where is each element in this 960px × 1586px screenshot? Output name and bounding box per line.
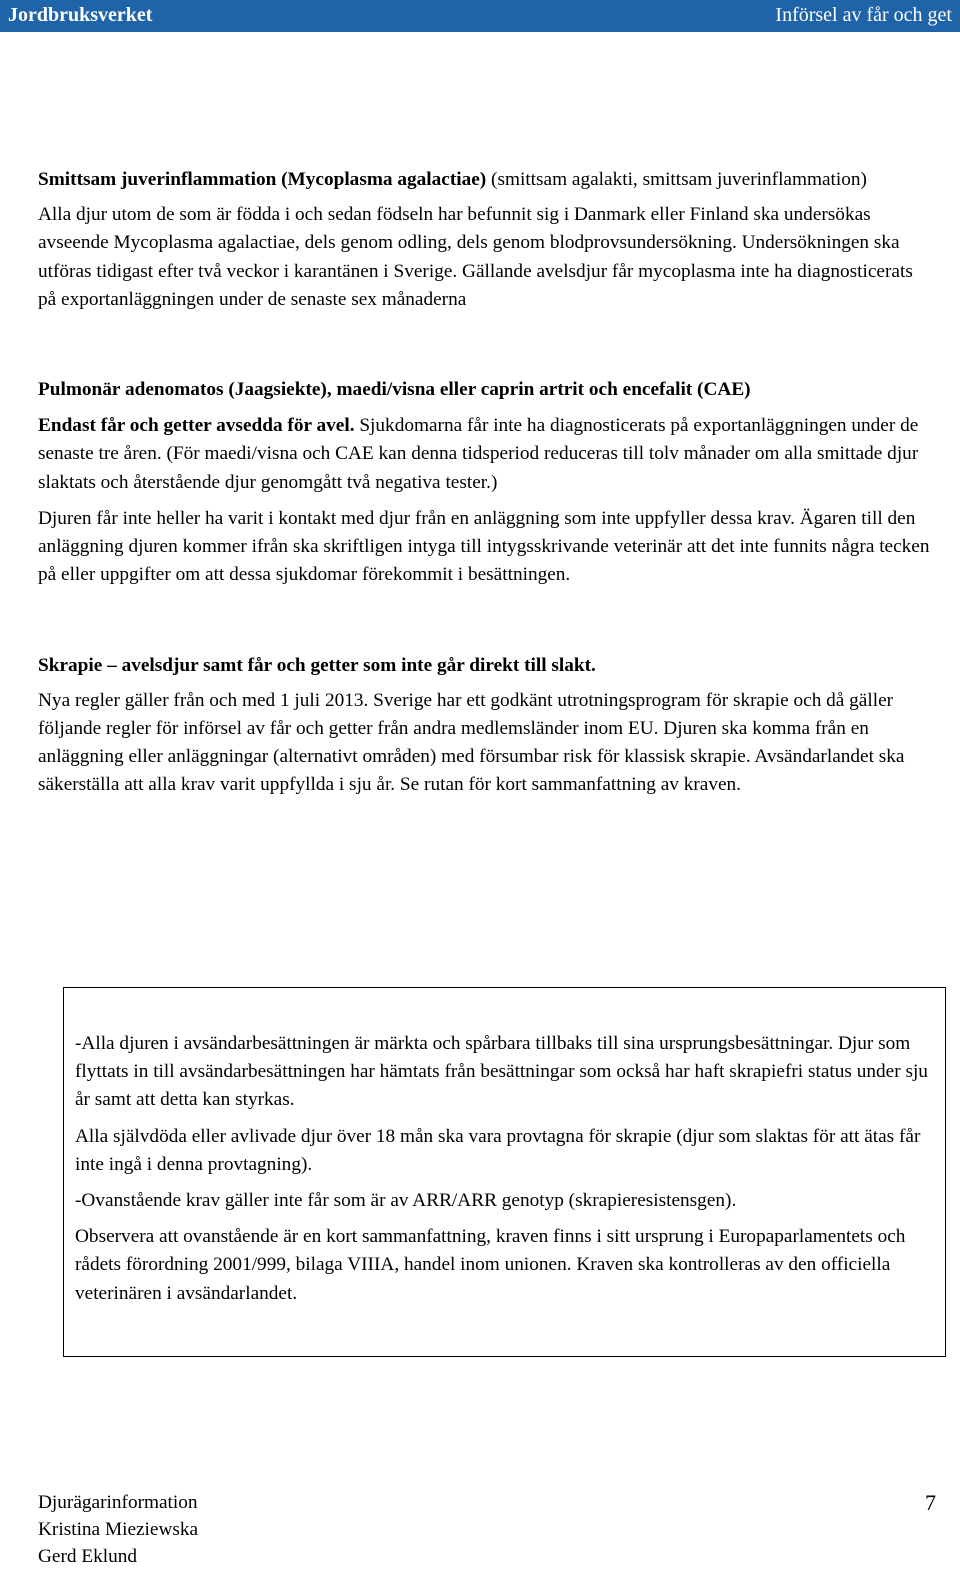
- page-header: [0, 0, 960, 32]
- summary-box-paragraph-2: Alla självdöda eller avlivade djur över 18 mån ska vara provtagna för skrapie (djur som slaktas för att ätas får inte ingå i denna provtagning).: [75, 1125, 921, 1175]
- header-organization: Jordbruksverket: [8, 4, 153, 26]
- skrapie-paragraph: Nya regler gäller från och med 1 juli 2013. Sverige har ett godkänt utrotningsprogram för skrapie och då gäller följande regler för införsel av får och getter från andra medlemsländer inom EU. Djuren ska komma från en anläggning eller anläggningar (alternativt områden) med försumbar risk för klassisk skrapie. Avsändarlandet ska säkerställa att alla krav varit uppfyllda i sju år. Se rutan för kort sammanfattning av kraven.: [38, 689, 905, 796]
- pulmonar-paragraph-1-rest: Sjukdomarna får inte ha diagnosticerats på exportanläggningen under de senaste tre åren. (För maedi/visna och CAE kan denna tidsperiod reduceras till tolv månader om alla smittade djur slaktats och återstående djur genomgått två negativa tester.): [38, 415, 919, 493]
- pulmonar-paragraph-2: Djuren får inte heller ha varit i kontakt med djur från en anläggning som inte uppfyller dessa krav. Ägaren till den anläggning djuren kommer ifrån ska skriftligen intyga till intygsskrivande veterinär att det inte funnits några tecken på eller uppgifter om att dessa sjukdomar förekommit i besättningen.: [38, 507, 930, 586]
- footer-author-2: Gerd Eklund: [38, 1546, 138, 1567]
- mycoplasma-paragraph: Alla djur utom de som är födda i och sedan födseln har befunnit sig i Danmark eller Finland ska undersökas avseende Mycoplasma agalactiae, dels genom odling, dels genom blodprovsundersökning. Undersökningen ska utföras tidigast efter två veckor i karantänen i Sverige. Gällande avelsdjur får mycoplasma inte ha diagnosticerats på exportanläggningen under de senaste sex månaderna: [38, 204, 913, 310]
- summary-box-paragraph-4: Observera att ovanstående är en kort sammanfattning, kraven finns i sitt ursprung i Europaparlamentets och rådets förordning 2001/999, bilaga VIIIA, handel inom unionen. Kraven ska kontrolleras av den officiella veterinären i avsändarlandet.: [75, 1226, 906, 1304]
- pulmonar-paragraph-1-bold: Endast får och getter avsedda för avel.: [38, 415, 355, 437]
- header-document-title: Införsel av får och get: [775, 4, 952, 26]
- footer-document-type: Djurägarinformation: [38, 1492, 198, 1513]
- footer-author-1: Kristina Mieziewska: [38, 1519, 199, 1540]
- pulmonar-paragraph-1: [38, 412, 930, 497]
- mycoplasma-heading-rest: (smittsam agalakti, smittsam juverinflammation): [486, 169, 867, 190]
- summary-box-paragraph-1: -Alla djuren i avsändarbesättningen är märkta och spårbara tillbaks till sina ursprungsbesättningar. Djur som flyttats in till avsändarbesättningen har hämtats från besättningar som också har haft skrapiefri status under sju år samt att detta kan styrkas.: [75, 1033, 928, 1111]
- skrapie-heading: Skrapie – avelsdjur samt får och getter som inte går direkt till slakt.: [38, 655, 596, 677]
- mycoplasma-heading: [38, 166, 930, 194]
- page-number: 7: [925, 1490, 936, 1515]
- page-footer: [38, 1489, 940, 1570]
- summary-box-paragraph-3: -Ovanstående krav gäller inte får som är av ARR/ARR genotyp (skrapieresistensgen).: [75, 1190, 737, 1212]
- pulmonar-heading: Pulmonär adenomatos (Jaagsiekte), maedi/visna eller caprin artrit och encefalit (CAE): [38, 379, 751, 401]
- summary-box: [63, 987, 946, 1357]
- document-body: [38, 166, 930, 799]
- mycoplasma-heading-bold: Smittsam juverinflammation (Mycoplasma agalactiae): [38, 169, 487, 190]
